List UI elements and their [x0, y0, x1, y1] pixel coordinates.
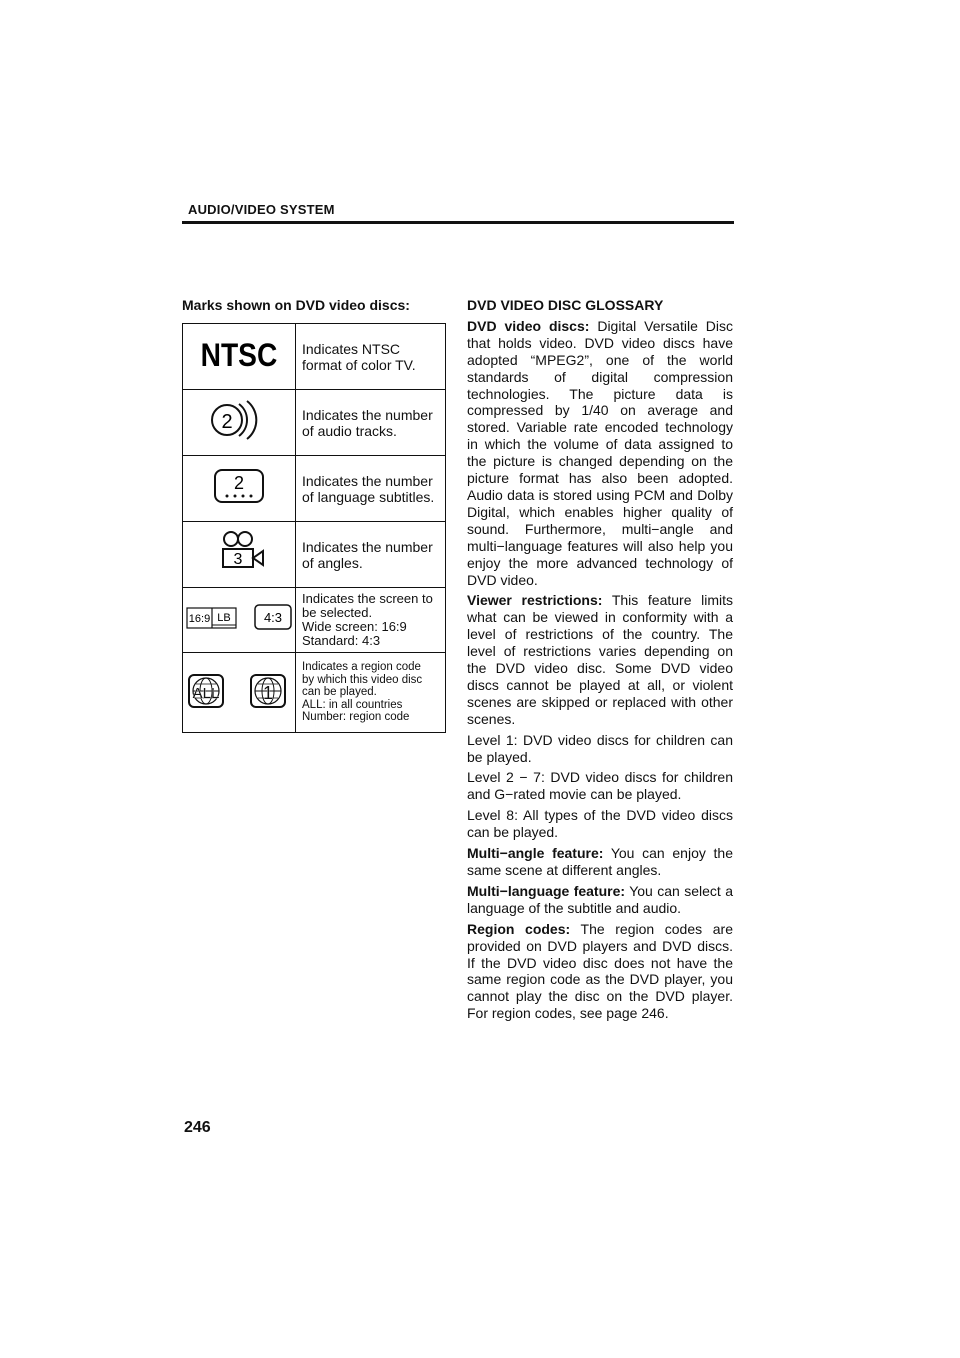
marks-table — [182, 323, 446, 733]
subtitles-number: 2 — [233, 473, 245, 493]
marks-desc — [296, 653, 446, 733]
glossary-definition: The region codes are provided on DVD players and DVD discs. If the DVD video disc does not have the same region code as the DVD player, you cannot play the disc on the DVD player. For region codes, see page 246. — [467, 920, 733, 1022]
marks-section — [182, 297, 447, 733]
marks-row-screen — [183, 588, 446, 653]
glossary-multi-angle — [467, 845, 733, 879]
desc-line: Wide screen: 16:9 — [302, 619, 407, 634]
marks-row-angles — [183, 522, 446, 588]
angles-icon-cell — [183, 522, 296, 588]
glossary-section — [467, 297, 733, 1026]
desc-line: Indicates a region code — [302, 661, 421, 674]
marks-desc — [296, 456, 446, 522]
region-code-icon-cell — [183, 653, 296, 733]
marks-row-subtitles — [183, 456, 446, 522]
audio-tracks-icon — [183, 390, 295, 450]
glossary-term: Region codes: — [467, 920, 571, 937]
glossary-level-1: Level 1: DVD video discs for children can be played. — [467, 731, 733, 765]
screen-ratio-icon-cell — [183, 588, 296, 653]
glossary-term: Multi−language feature: — [467, 882, 626, 899]
glossary-definition: Digital Versatile Disc that holds video. DVD video discs have adopted “MPEG2”, one of the world standards of digital compression technologies. The picture data is compressed by 1/40 on average and stored. Variable rate encoded technology in which the volume of data assigned to the picture is changed depending on the picture format has also been adopted. Audio data is stored using PCM and Dolby Digital, which enables higher quality of sound. Furthermore, multi−angle and multi−language features will also help you enjoy the more advanced technology of DVD video. — [467, 317, 733, 588]
marks-desc — [296, 522, 446, 588]
glossary-definition: This feature limits what can be viewed in conformity with a level of restrictions of the country. The level of restrictions varies depending on the DVD video disc. Some DVD video discs cannot be played at all, or violent scenes are skipped or replaced with other scenes. — [467, 592, 733, 727]
marks-row-ntsc — [183, 324, 446, 390]
desc-line: Indicates NTSC — [302, 340, 401, 357]
marks-desc — [296, 588, 446, 653]
marks-heading: Marks shown on DVD video discs: — [182, 297, 410, 313]
ntsc-icon-cell — [183, 324, 296, 390]
glossary-definition: You can select a language of the subtitle and audio. — [467, 882, 733, 916]
glossary-level-8: Level 8: All types of the DVD video discs can be played. — [467, 807, 733, 841]
header-rule — [182, 221, 734, 224]
glossary-region-codes — [467, 921, 733, 1022]
angles-number: 3 — [233, 551, 243, 568]
desc-line: of angles. — [302, 554, 363, 571]
page-header — [182, 202, 734, 224]
glossary-viewer-restrictions — [467, 592, 733, 727]
desc-line: can be played. — [302, 686, 377, 699]
desc-line: Number: region code — [302, 711, 410, 724]
desc-line: Standard: 4:3 — [302, 633, 381, 648]
audio-icon-cell — [183, 390, 296, 456]
desc-line: Indicates the screen to — [302, 591, 433, 606]
marks-desc — [296, 390, 446, 456]
marks-row-region — [183, 653, 446, 733]
region-code-icon — [183, 653, 295, 727]
desc-line: Indicates the number — [302, 406, 433, 423]
ntsc-icon-text: NTSC — [200, 338, 278, 374]
glossary-term: Multi−angle feature: — [467, 845, 604, 862]
desc-line: be selected. — [302, 605, 373, 620]
standard-screen-label: 4:3 — [263, 609, 283, 625]
wide-screen-label: 16:9 — [188, 612, 211, 625]
ntsc-icon — [183, 324, 295, 384]
region-all-label: ALL — [192, 685, 220, 702]
subtitles-icon-cell — [183, 456, 296, 522]
glossary-level-2-7: Level 2 − 7: DVD video discs for children and G−rated movie can be played. — [467, 769, 733, 803]
glossary-term: Viewer restrictions: — [467, 592, 603, 609]
angles-icon — [183, 522, 295, 582]
desc-line: of language subtitles. — [302, 488, 435, 505]
desc-line: of audio tracks. — [302, 422, 397, 439]
glossary-term: DVD video discs: — [467, 317, 590, 334]
marks-desc — [296, 324, 446, 390]
subtitles-icon — [183, 456, 295, 516]
glossary-title: DVD VIDEO DISC GLOSSARY — [467, 297, 664, 313]
page-number: 246 — [184, 1119, 211, 1136]
marks-row-audio — [183, 390, 446, 456]
desc-line: Indicates the number — [302, 472, 433, 489]
glossary-multi-language — [467, 883, 733, 917]
letterbox-label: LB — [217, 611, 231, 624]
screen-ratio-icon — [183, 589, 295, 647]
glossary-dvd-video-discs — [467, 318, 733, 589]
desc-line: by which this video disc — [302, 673, 423, 686]
glossary-definition: You can enjoy the same scene at different angles. — [467, 845, 733, 878]
section-title: AUDIO/VIDEO SYSTEM — [188, 202, 335, 217]
desc-line: Indicates the number — [302, 538, 433, 555]
desc-line: ALL: in all countries — [302, 698, 403, 711]
audio-tracks-number: 2 — [221, 411, 233, 433]
desc-line: format of color TV. — [302, 356, 416, 373]
region-number-label: 1 — [262, 683, 274, 703]
